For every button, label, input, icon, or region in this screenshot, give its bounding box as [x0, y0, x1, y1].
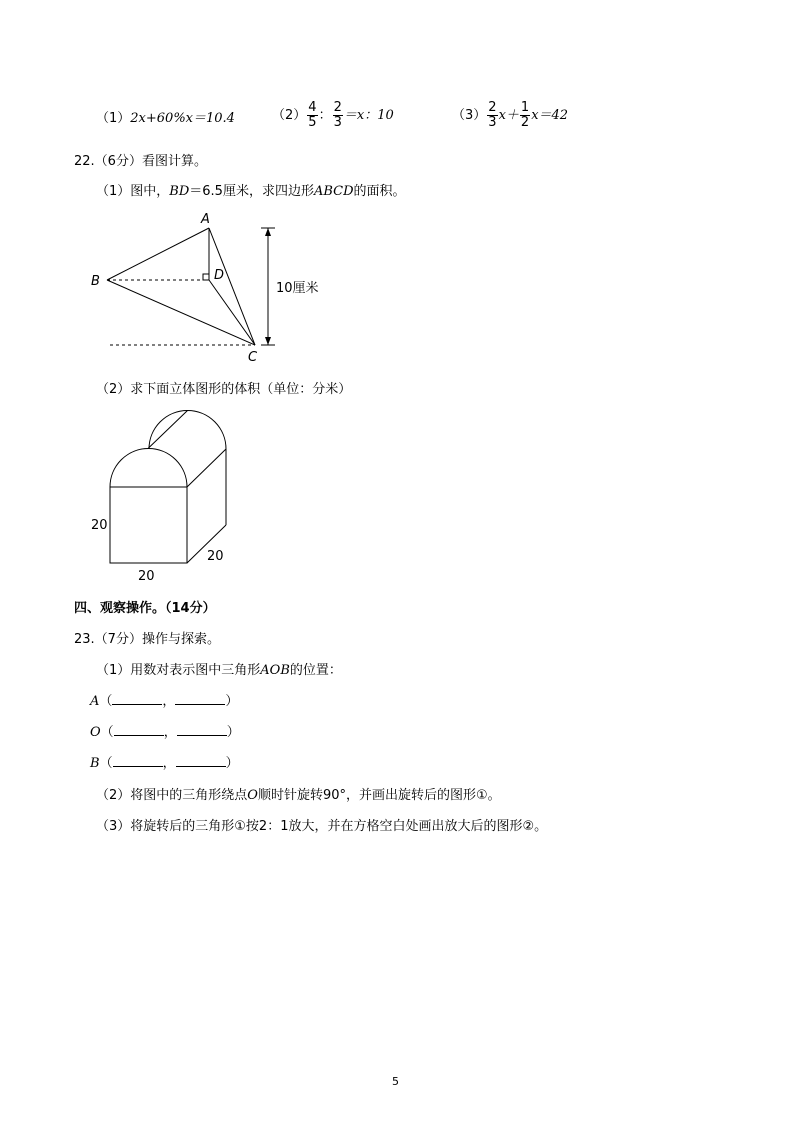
label-left: 20	[91, 518, 108, 533]
pair-A: A（ ， ）	[90, 694, 239, 709]
right-angle-mark	[203, 274, 209, 280]
equation-1-expr: 2x+60%x＝10.4	[130, 111, 235, 126]
front-arch	[110, 449, 187, 488]
label-B: B	[91, 274, 100, 289]
label-C: C	[248, 350, 258, 365]
pair-B: B（ ， ）	[90, 756, 239, 771]
fraction-4-5: $\frac{4}{5}$	[308, 100, 317, 130]
fraction-2-3: $\frac{2}{3}$	[333, 100, 342, 130]
back-arch	[149, 411, 226, 449]
blank-input[interactable]	[177, 723, 227, 736]
solid-figure	[84, 405, 244, 585]
pair-O: O（ ， ）	[90, 725, 240, 740]
section-4-title: 四、观察操作。（14分）	[74, 601, 216, 616]
equation-2: （2） $\frac{4}{5}$ ： $\frac{2}{3}$ ＝x：10	[272, 100, 394, 130]
blank-input[interactable]	[175, 692, 225, 705]
label-height: 10厘米	[276, 281, 319, 296]
equation-2-rest: ＝x：10	[343, 108, 394, 123]
label-depth: 20	[207, 549, 224, 564]
equation-1	[96, 107, 235, 126]
question-22-sub1: （1）图中，BD＝6.5厘米，求四边形ABCD的面积。	[96, 184, 406, 199]
edge-BA	[107, 228, 209, 280]
label-D: D	[214, 268, 225, 283]
equation-2-number: （2）	[272, 108, 307, 123]
page-number: 5	[392, 1075, 399, 1088]
question-22-title: 22.（6分）看图计算。	[74, 154, 207, 169]
front-face	[110, 487, 187, 563]
equation-3: （3） $\frac{2}{3}$ x＋ $\frac{1}{2}$ x＝42	[452, 100, 569, 130]
blank-input[interactable]	[112, 692, 162, 705]
label-bottom: 20	[138, 569, 155, 584]
equation-3-number: （3）	[452, 108, 487, 123]
question-22-sub2: （2）求下面立体图形的体积（单位：分米）	[96, 382, 352, 397]
fraction-1-2: $\frac{1}{2}$	[520, 100, 530, 130]
question-23-sub1: （1）用数对表示图中三角形AOB的位置：	[96, 663, 342, 678]
equation-1-number: （1）	[96, 111, 131, 126]
question-23-sub2: （2）将图中的三角形绕点O顺时针旋转90°，并画出旋转后的图形①。	[96, 788, 501, 803]
question-23-title: 23.（7分）操作与探索。	[74, 632, 220, 647]
blank-input[interactable]	[176, 754, 226, 767]
question-23-sub3: （3）将旋转后的三角形①按2：1放大，并在方格空白处画出放大后的图形②。	[96, 819, 548, 834]
fraction-2-3b: $\frac{2}{3}$	[488, 100, 497, 130]
quadrilateral-figure	[80, 205, 330, 370]
blank-input[interactable]	[113, 754, 163, 767]
blank-input[interactable]	[114, 723, 164, 736]
label-A: A	[201, 212, 210, 227]
